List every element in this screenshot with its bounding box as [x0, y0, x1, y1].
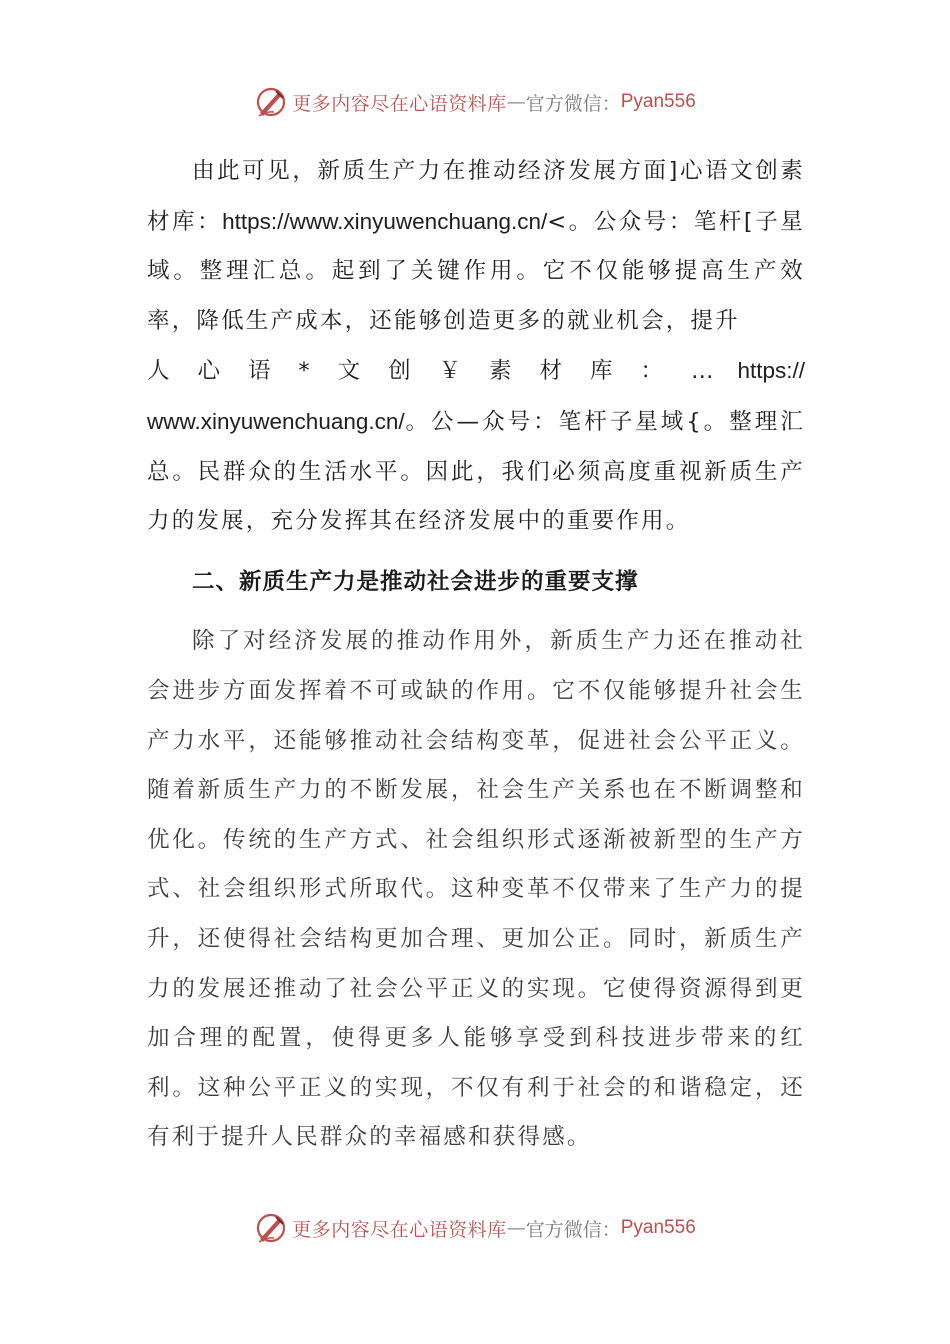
paragraph-text: 。公—众号：笔杆子星域{。整理汇总。民群众的生活水平。因此，我们必须高度重视新质生产力的发展，充分发挥其在经济发展中的重要作用。: [147, 408, 805, 535]
banner-wechat-label: 官方微信：: [525, 92, 621, 115]
paragraph-text: <。公众号：笔杆[子星域。整理汇总。起到了关键作用。它不仅能够提高生产效率，降低生产成本，还能够创造更多的就业机会，提升: [147, 208, 805, 334]
watermark-url: https://www.xinyuwenchuang.cn/: [222, 208, 548, 234]
banner-slogan: 更多内容尽在心语资料库: [292, 1218, 507, 1241]
watermark-url: https://: [737, 358, 805, 384]
banner-slogan: 更多内容尽在心语资料库: [292, 92, 507, 115]
watermark-url: www.xinyuwenchuang.cn/: [147, 408, 405, 434]
pen-logo-icon: [254, 85, 288, 119]
section-heading: 二、新质生产力是推动社会进步的重要支撑: [192, 568, 639, 595]
banner-dash: —: [506, 91, 526, 113]
banner-wechat-label: 官方微信：: [525, 1218, 621, 1241]
header-banner: [0, 82, 950, 122]
paragraph-social: 除了对经济发展的推动作用外，新质生产力还在推动社会进步方面发挥着不可或缺的作用。它不仅能够提升社会生产力水平，还能够推动社会结构变革，促进社会公平正义。随着新质生产力的不断发展，社会生产关系也在不断调整和优化。传统的生产方式、社会组织形式逐渐被新型的生产方式、社会组织形式所取代。这种变革不仅带来了生产力的提升，还使得社会结构更加合理、更加公正。同时，新质生产力的发展还推动了社会公平正义的实现。它使得资源得到更加合理的配置，使得更多人能够享受到科技进步带来的红利。这种公平正义的实现，不仅有利于社会的和谐稳定，还有利于提升人民群众的幸福感和获得感。: [147, 628, 805, 1151]
paragraph-economic: [147, 147, 805, 346]
banner-wechat-id: Pyan556: [620, 1217, 696, 1238]
document-body: [147, 147, 805, 1163]
banner-dash: —: [506, 1217, 526, 1239]
paragraph-text: 由此可见，新质生产力在推动经济发展方面]心语文创素材库：: [147, 158, 805, 235]
paragraph-text: 人心语*文创￥素材库：…: [147, 358, 738, 385]
paragraph-economic-cont: [147, 397, 805, 547]
pen-logo-icon: [254, 1211, 288, 1245]
banner-wechat-id: Pyan556: [620, 91, 696, 112]
paragraph-spread-line: [147, 346, 805, 397]
footer-banner: [0, 1208, 950, 1248]
